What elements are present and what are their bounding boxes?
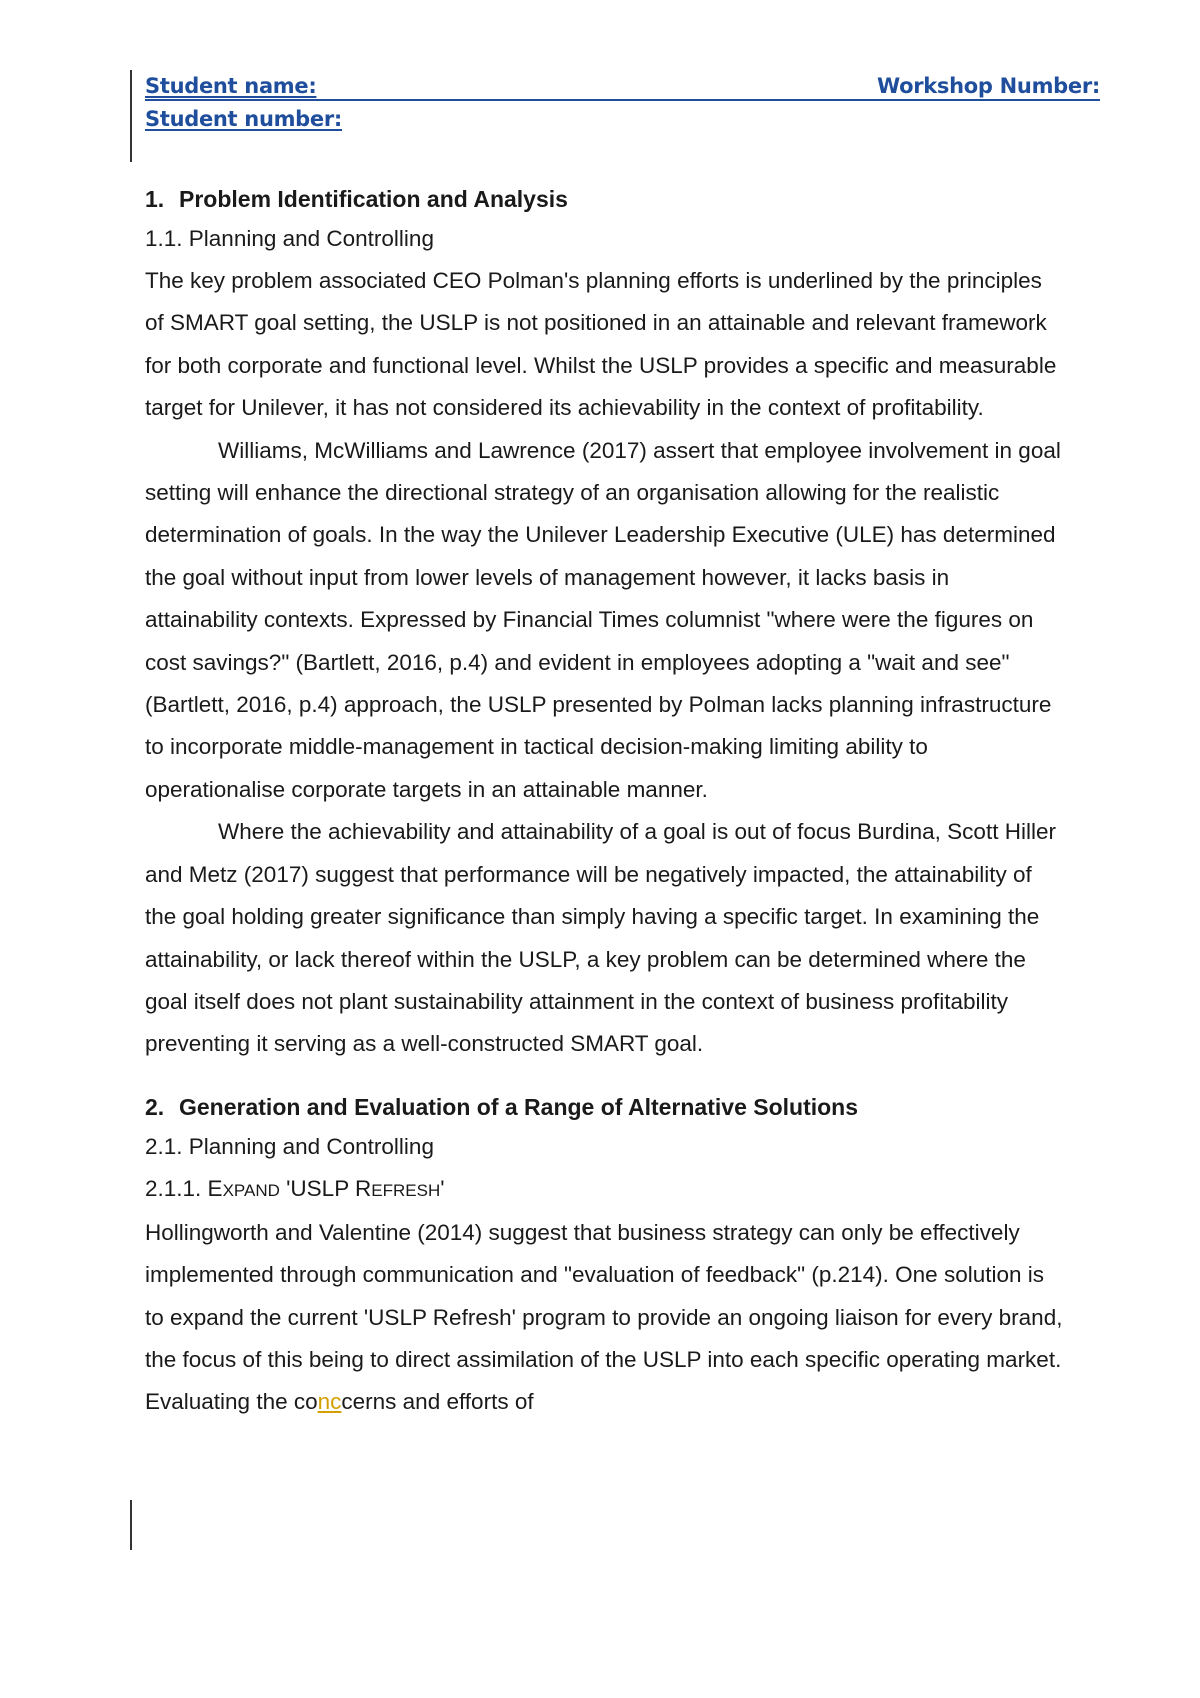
page-header [145, 74, 1100, 131]
paragraph: Williams, McWilliams and Lawrence (2017) assert that employee involvement in goal setting will enhance the directional strategy of an organisation allowing for the realistic determination of goals. In the way the Unilever Leadership Executive (ULE) has determined the goal without input from lower levels of management however, it lacks basis in attainability contexts. Expressed by Financial Times columnist "where were the figures on cost savings?" (Bartlett, 2016, p.4) and evident in employees adopting a "wait and see" (Bartlett, 2016, p.4) approach, the USLP presented by Polman lacks planning infrastructure to incorporate middle-management in tactical decision-making limiting ability to operationalise corporate targets in an attainable manner. [145, 437, 1061, 802]
paragraph: Hollingworth and Valentine (2014) suggest that business strategy can only be effectively implemented through communication and "evaluation of feedback" (p.214). One solution is to expand the current 'USLP Refresh' program to provide an ongoing liaison for every brand, the focus of this being to direct assimilation of the USLP into each specific operating market. Evaluating the conccerns and efforts of [145, 1219, 1063, 1415]
tracked-insertion: nc [317, 1389, 342, 1415]
subsection-heading: 1.1. Planning and Controlling [145, 226, 434, 251]
paragraph: The key problem associated CEO Polman's planning efforts is underlined by the principles of SMART goal setting, the USLP is not positioned in an attainable and relevant framework for both corporate and functional level. Whilst the USLP provides a specific and measurable target for Unilever, it has not considered its achievability in the context of profitability. [145, 268, 1057, 421]
change-bar [130, 70, 132, 162]
section-heading: 1. Problem Identification and Analysis [145, 186, 568, 212]
change-bar [130, 1500, 132, 1550]
paragraph: Where the achievability and attainability of a goal is out of focus Burdina, Scott Hiller and Metz (2017) suggest that performance will be negatively impacted, the attainability of the goal holding greater significance than simply having a specific target. In examining the attainability, or lack thereof within the USLP, a key problem can be determined where the goal itself does not plant sustainability attainment in the context of business profitability preventing it serving as a well-constructed SMART goal. [145, 819, 1056, 1057]
document-body [145, 180, 1065, 1424]
subsection-heading: 2.1. Planning and Controlling [145, 1133, 434, 1159]
header-line [145, 74, 1100, 101]
subsubsection-heading: 2.1.1. EXPAND 'USLP REFRESH' [145, 1175, 445, 1201]
section-heading: 2. Generation and Evaluation of a Range of Alternative Solutions [145, 1093, 859, 1120]
student-number-label: Student number: [145, 107, 342, 131]
workshop-number-label: Workshop Number: [876, 74, 1100, 98]
student-name-label: Student name: [145, 74, 317, 98]
